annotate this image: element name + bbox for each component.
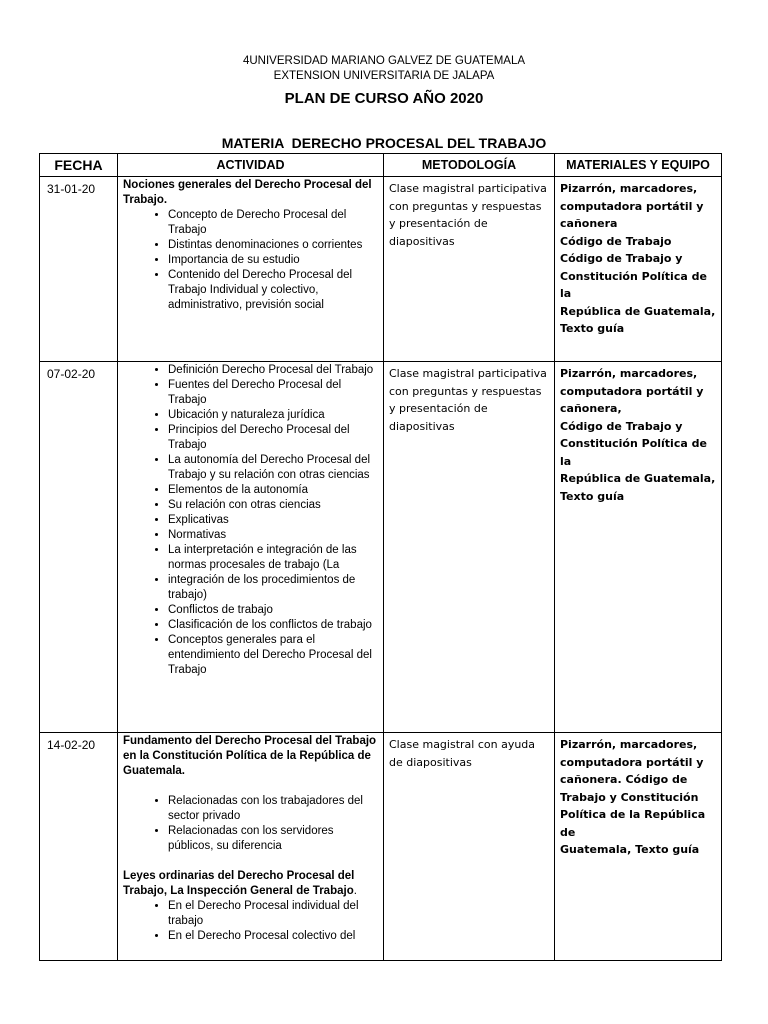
activity-subtitle	[123, 869, 380, 899]
date-cell: 07-02-20	[40, 362, 118, 733]
materials-line: cañonera. Código de	[560, 773, 688, 786]
list-item: • Contenido del Derecho Procesal del Trabajo Individual y colectivo, administrativo, previsión social	[168, 268, 380, 313]
materials-line: Código de Trabajo y	[560, 419, 683, 433]
list-item: • En el Derecho Procesal individual del trabajo	[168, 899, 380, 929]
activity-title: Nociones generales del Derecho Procesal del Trabajo.	[123, 179, 372, 206]
column-header-actividad: ACTIVIDAD	[118, 154, 384, 177]
materials-line: Texto guía	[560, 322, 625, 335]
table-header-row	[40, 154, 722, 177]
activity-subtitle-text: Leyes ordinarias del Derecho Procesal del Trabajo, La Inspección General de Trabajo	[123, 870, 355, 897]
materials-line: cañonera	[560, 217, 618, 230]
list-item: • Conflictos de trabajo	[168, 603, 380, 618]
methodology-cell	[384, 177, 555, 362]
materials-line: computadora portátil y	[560, 199, 704, 213]
activity-list	[123, 208, 380, 313]
materials-line: República de Guatemala,	[560, 304, 716, 318]
materials-line: computadora portátil y	[560, 384, 704, 398]
column-header-metodologia: METODOLOGÍA	[384, 154, 555, 177]
list-item: • Clasificación de los conflictos de trabajo	[168, 618, 380, 633]
materials-line: Política de la República de	[560, 808, 706, 839]
list-item: • Ubicación y naturaleza jurídica	[168, 408, 380, 423]
date-cell: 14-02-20	[40, 733, 118, 961]
methodology-line: con preguntas y respuestas	[389, 384, 542, 398]
materials-cell	[555, 733, 722, 961]
materials-line: computadora portátil y	[560, 755, 704, 769]
university-extension: EXTENSION UNIVERSITARIA DE JALAPA	[273, 70, 495, 82]
table-row	[40, 733, 722, 961]
table-row	[40, 362, 722, 733]
list-item: • Distintas denominaciones o corrientes	[168, 238, 380, 253]
list-item: • Elementos de la autonomía	[168, 483, 380, 498]
course-plan-table	[39, 153, 722, 961]
table-row	[40, 177, 722, 362]
materials-line: Código de Trabajo y	[560, 252, 683, 265]
column-header-materiales: MATERIALES Y EQUIPO	[555, 154, 722, 177]
methodology-line: diapositivas	[389, 419, 455, 433]
methodology-line: Clase magistral participativa	[389, 182, 547, 195]
list-item: • Su relación con otras ciencias	[168, 498, 380, 513]
subject-title: MATERIA DERECHO PROCESAL DEL TRABAJO	[221, 135, 547, 151]
list-item: • Principios del Derecho Procesal del Trabajo	[168, 423, 380, 453]
materials-line: Constitución Política de la	[560, 269, 707, 300]
materials-line: Pizarrón, marcadores,	[560, 182, 698, 195]
university-name: 4UNIVERSIDAD MARIANO GALVEZ DE GUATEMALA	[242, 55, 526, 67]
materials-cell	[555, 362, 722, 733]
materials-line: Texto guía	[560, 489, 625, 503]
materials-cell	[555, 177, 722, 362]
list-item: • Normativas	[168, 528, 380, 543]
activity-cell	[118, 733, 384, 961]
methodology-cell	[384, 362, 555, 733]
materials-line: Código de Trabajo	[560, 234, 672, 248]
methodology-line: Clase magistral con ayuda	[389, 738, 536, 751]
list-item: • integración de los procedimientos de trabajo)	[168, 573, 380, 603]
materials-line: República de Guatemala,	[560, 472, 716, 485]
activity-cell	[118, 177, 384, 362]
list-item: • En el Derecho Procesal colectivo del	[168, 929, 380, 944]
methodology-line: con preguntas y respuestas	[389, 199, 542, 213]
activity-subtitle-period: .	[353, 885, 357, 897]
activity-list	[123, 363, 380, 678]
materials-line: Pizarrón, marcadores,	[560, 367, 698, 380]
list-item: • Relacionadas con los servidores públicos, su diferencia	[168, 824, 380, 854]
methodology-line: diapositivas	[389, 234, 455, 248]
methodology-cell	[384, 733, 555, 961]
list-item: • Fuentes del Derecho Procesal del Trabajo	[168, 378, 380, 408]
list-item: • Importancia de su estudio	[168, 253, 380, 268]
list-item: • Conceptos generales para el entendimiento del Derecho Procesal del Trabajo	[168, 633, 380, 678]
activity-title: Fundamento del Derecho Procesal del Trabajo en la Constitución Política de la República de Guatemala.	[123, 735, 377, 777]
activity-cell	[118, 362, 384, 733]
materials-line: Pizarrón, marcadores,	[560, 738, 698, 751]
methodology-line: y presentación de	[389, 402, 488, 415]
list-item: • Explicativas	[168, 513, 380, 528]
plan-title: PLAN DE CURSO AÑO 2020	[284, 90, 484, 107]
materials-line: cañonera,	[560, 402, 622, 415]
materials-line: Constitución Política de la	[560, 437, 707, 468]
column-header-fecha: FECHA	[40, 154, 118, 177]
methodology-line: de diapositivas	[389, 755, 472, 769]
activity-list	[123, 794, 380, 854]
list-item: • Concepto de Derecho Procesal del Trabajo	[168, 208, 380, 238]
list-item: • La interpretación e integración de las normas procesales de trabajo (La	[168, 543, 380, 573]
activity-list	[123, 899, 380, 944]
methodology-line: y presentación de	[389, 217, 488, 230]
materials-line: Guatemala, Texto guía	[560, 843, 700, 856]
list-item: • Definición Derecho Procesal del Trabajo	[168, 363, 380, 378]
date-cell: 31-01-20	[40, 177, 118, 362]
list-item: • La autonomía del Derecho Procesal del Trabajo y su relación con otras ciencias	[168, 453, 380, 483]
materials-line: Trabajo y Constitución	[560, 790, 699, 804]
list-item: • Relacionadas con los trabajadores del sector privado	[168, 794, 380, 824]
methodology-line: Clase magistral participativa	[389, 367, 547, 380]
